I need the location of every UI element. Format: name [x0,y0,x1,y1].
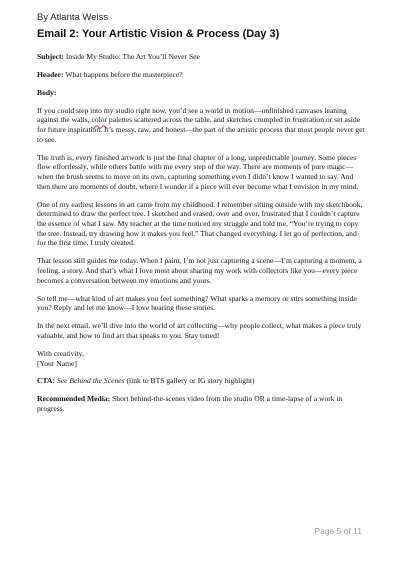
email-body [37,52,367,422]
media-label: Recommended Media: [37,394,111,404]
paragraph-6: In the next email, we’ll dive into the world of art collecting—why people collect, what makes a piece truly valuable, and how to find art that speaks to you. Stay tuned! [37,321,362,340]
paragraph-1-part-b: palettes scattered across the table, and sketches crumpled in frustration or set aside for future inspiration. It’s messy, raw, and honest—the part of the artistic process that most people never get to see. [37,115,365,144]
cta-line [37,376,367,386]
cta-label: CTA: [37,376,55,386]
cta-description: (link to BTS gallery or IG story highlight) [124,376,255,386]
header-value: What happens before the masterpiece? [63,69,183,79]
author-line: By Atlanta Weiss [37,12,109,23]
signoff-line-1: With creativity, [37,348,84,358]
header-line [37,70,367,80]
header-label: Header: [37,69,64,79]
media-line [37,394,367,413]
paragraph-4: That lesson still guides me today. When I paint, I’m not just capturing a scene—I’m capturing a moment, a feeling, a story. And that’s what I love most about sharing my work with collectors like you—every piece becomes a conversation between my emotions and yours. [37,256,362,285]
page-number: Page 5 of 11 [314,526,362,536]
email-title: Email 2: Your Artistic Vision & Process (Day 3) [37,28,280,40]
body-label: Body: [37,87,57,97]
signoff-line-2: [Your Name] [37,358,77,368]
misspelled-word: color [91,115,108,125]
subject-value: Inside My Studio: The Art You’ll Never See [64,52,200,61]
media-value: Short behind-the-scenes video from the studio OR a time-lapse of a work in progress. [37,394,343,414]
paragraph-3: One of my earliest lessons in art came from my childhood. I remember sitting outside with my sketchbook, determined to draw the perfect tree. I sketched and erased, over and over, frustrated that I couldn’t capture the essence of what I saw. My teacher at the time noticed my struggle and told me, “You’re trying to copy the tree. Instead, try drawing how it makes you feel.” That changed everything. I let go of perfection, and for the first time, I truly created. [37,199,363,248]
subject-label: Subject: [37,52,64,61]
paragraph-5: So tell me—what kind of art makes you feel something? What sparks a memory or stirs something inside you? Reply and let me know—I love hearing these stories. [37,293,357,313]
paragraph-1 [37,106,367,145]
paragraph-1-part-a: If you could step into my studio right now, you’d see a world in motion—unfinished canvases leaning against the walls, [37,105,347,125]
paragraph-2: The truth is, every finished artwork is just the final chapter of a long, unpredictable journey. Some pieces flow effortlessly, while others battle with me every step of the way. There are moments of pure magic—when the brush seems to move on its own, capturing something even I didn’t know I wanted to say. And then there are moments of doubt, where I wonder if a piece will ever become what I envision in my mind. [37,152,359,191]
cta-link-text: See Behind the Scenes [55,376,125,386]
body-label-line [37,88,367,98]
subject-line [37,52,367,62]
